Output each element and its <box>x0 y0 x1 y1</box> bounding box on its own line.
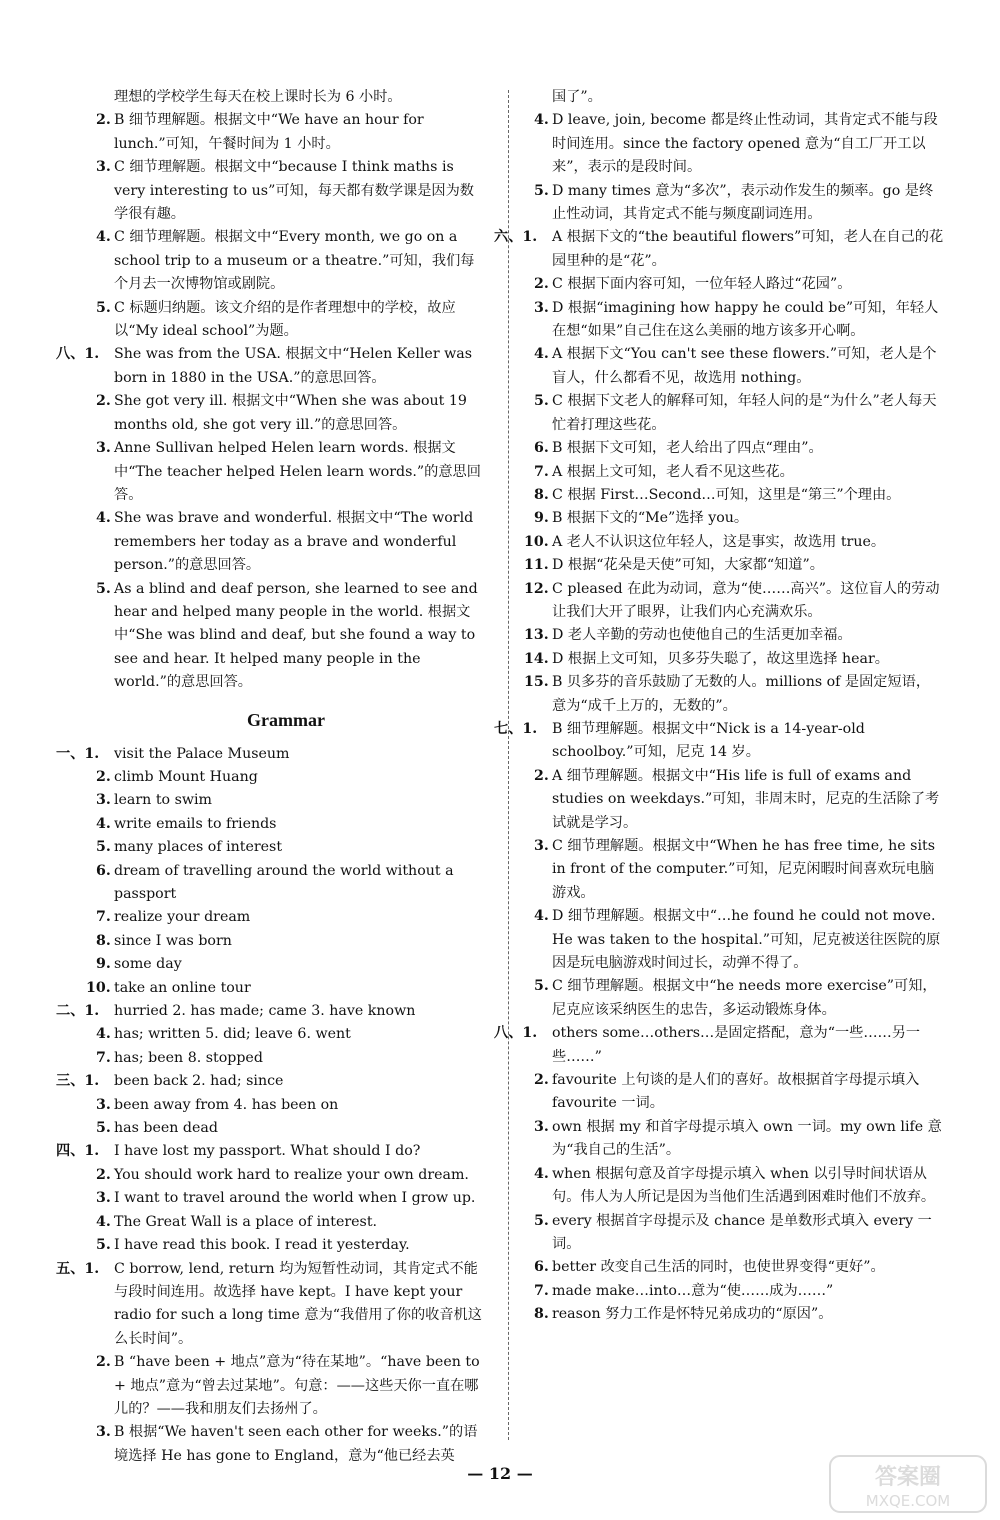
answer-number: 八、1. <box>494 1025 538 1042</box>
answer-number: 5. <box>96 839 111 856</box>
answer-number: 3. <box>534 1118 549 1135</box>
answer-number: 5. <box>534 393 549 410</box>
answer-item <box>524 531 944 554</box>
answer-number: 2. <box>96 768 111 785</box>
answer-number: 13. <box>524 627 549 644</box>
answer-item <box>86 1187 486 1210</box>
answer-item <box>524 1069 944 1116</box>
svg-text:答案圈: 答案圈 <box>874 1465 942 1490</box>
answer-text: since I was born <box>114 932 232 949</box>
answer-number: 5. <box>534 1212 549 1229</box>
answer-text: climb Mount Huang <box>114 768 258 785</box>
answer-item <box>86 766 486 789</box>
answer-number: 9. <box>96 956 111 973</box>
answer-number: 4. <box>96 510 111 527</box>
answer-text: C 根据下文老人的解释可知，年轻人问的是“为什么”老人每天忙着打理这些花。 <box>552 393 937 433</box>
answer-number: 6. <box>96 862 111 879</box>
answer-number: 7. <box>96 1049 111 1066</box>
answer-number: 4. <box>96 815 111 832</box>
answer-item <box>524 297 944 344</box>
answer-number: 5. <box>96 1237 111 1254</box>
answer-text: A 老人不认识这位年轻人，这是事实，故选用 true。 <box>552 533 886 550</box>
answer-item <box>56 1258 486 1352</box>
answer-item <box>86 1117 486 1140</box>
answer-number: 2. <box>96 112 111 129</box>
answer-text: better 改变自己生活的同时，也使世界变得“更好”。 <box>552 1259 885 1276</box>
answer-item <box>524 86 944 109</box>
answer-item <box>86 437 486 507</box>
answer-text: has; been 8. stopped <box>114 1049 263 1066</box>
answer-text: many places of interest <box>114 839 283 856</box>
answer-number: 2. <box>534 767 549 784</box>
answer-text: C 细节理解题。根据文中“Every month, we go on a school trip to a museum or a theatre.”可知，我们每个月去一次博物馆或剧院。 <box>114 229 475 293</box>
answer-number: 5. <box>534 978 549 995</box>
answer-item <box>524 765 944 835</box>
answer-item <box>524 273 944 296</box>
answer-text: As a blind and deaf person, she learned to see and hear and helped many people in the world. 根据文中“She was blind and deaf, but she found a way to see and hear. It helped many people in the world.”的意思回答。 <box>114 580 478 691</box>
answer-text: B 细节理解题。根据文中“Nick is a 14-year-old schoolboy.”可知，尼克 14 岁。 <box>552 720 865 761</box>
answer-text: hurried 2. has made; came 3. have known <box>114 1003 416 1020</box>
answer-text: favourite 上句谈的是人们的喜好。故根据首字母提示填入 favourite 一词。 <box>552 1072 920 1112</box>
answer-item <box>86 578 486 695</box>
answer-number: 六、1. <box>494 229 538 246</box>
watermark-logo <box>828 1452 988 1516</box>
answer-text: A 细节理解题。根据文中“His life is full of exams and studies on weekdays.”可知，非周末时，尼克的生活除了考试就是学习。 <box>552 767 940 831</box>
answer-item <box>524 578 944 625</box>
answer-item <box>524 390 944 437</box>
answer-text: when 根据句意及首字母提示填入 when 以引导时间状语从句。伟人为人所记是因为当他们生活遇到困难时他们不放弃。 <box>552 1165 936 1206</box>
answer-text: C borrow, lend, return 均为短暂性动词，其肯定式不能与段时间连用。故选择 have kept。I have kept your radio for such a long time 意为“我借用了你的收音机这么长时间”。 <box>114 1260 482 1347</box>
answer-number: 10. <box>524 533 549 550</box>
column-divider <box>508 90 509 1440</box>
answer-text: take an online tour <box>114 979 251 996</box>
answer-item <box>56 743 486 766</box>
answer-item <box>524 343 944 390</box>
answer-text: every 根据首字母提示及 chance 是单数形式填入 every 一词。 <box>552 1212 932 1252</box>
answer-number: 4. <box>534 908 549 925</box>
answer-text: has; written 5. did; leave 6. went <box>114 1026 351 1043</box>
answer-text: D leave, join, become 都是终止性动词，其肯定式不能与段时间连用。since the factory opened 意为“自工厂开工以来”，表示的是段时间。 <box>552 112 938 176</box>
answer-item <box>524 437 944 460</box>
answer-item <box>524 1256 944 1279</box>
answer-number: 14. <box>524 650 549 667</box>
answer-text: The Great Wall is a place of interest. <box>114 1213 378 1230</box>
answer-item <box>524 180 944 227</box>
answer-number: 4. <box>534 112 549 129</box>
answer-text: C 根据 First…Second…可知，这里是“第三”个理由。 <box>552 486 901 503</box>
answer-number: 3. <box>96 1424 111 1441</box>
answer-number: 10. <box>86 979 111 996</box>
left-column <box>56 86 486 1468</box>
answer-number: 9. <box>534 510 549 527</box>
answer-number: 3. <box>534 299 549 316</box>
answer-text: B 细节理解题。根据文中“We have an hour for lunch.”可知，午餐时间为 1 小时。 <box>114 112 424 152</box>
answer-number: 15. <box>524 674 549 691</box>
answer-text: You should work hard to realize your own dream. <box>114 1166 469 1183</box>
answer-number: 一、1. <box>56 745 100 762</box>
answer-number: 4. <box>534 346 549 363</box>
answer-text: I want to travel around the world when I grow up. <box>114 1190 476 1207</box>
answer-item <box>524 1163 944 1210</box>
answer-text: B 根据“We haven't seen each other for weeks.”的语境选择 He has gone to England，意为“他已经去英 <box>114 1424 478 1464</box>
answer-number: 八、1. <box>56 346 100 363</box>
answer-item <box>86 930 486 953</box>
answer-number: 四、1. <box>56 1143 100 1160</box>
answer-number: 七、1. <box>494 720 538 737</box>
answer-number: 6. <box>534 440 549 457</box>
answer-number: 6. <box>534 1259 549 1276</box>
answer-text: C 根据下面内容可知，一位年轻人路过“花园”。 <box>552 276 852 293</box>
answer-number: 3. <box>96 1190 111 1207</box>
answer-text: C 细节理解题。根据文中“he needs more exercise”可知，尼克应该采纳医生的忠告，多运动锻炼身体。 <box>552 978 937 1018</box>
answer-number: 11. <box>524 557 549 574</box>
answer-text: 国了”。 <box>552 89 602 105</box>
answer-text: been back 2. had; since <box>114 1073 284 1090</box>
section-heading-grammar: Grammar <box>247 709 325 730</box>
answer-number: 12. <box>524 580 549 597</box>
answer-item <box>524 484 944 507</box>
page-number: — 12 — <box>467 1464 533 1483</box>
answer-text: D 根据上文可知，贝多芬失聪了，故这里选择 hear。 <box>552 650 889 667</box>
answer-item <box>86 86 486 109</box>
answer-item <box>524 975 944 1022</box>
answer-text: B 贝多芬的音乐鼓励了无数的人。millions of 是固定短语，意为“成千上万的，无数的”。 <box>552 674 931 714</box>
answer-number: 3. <box>96 440 111 457</box>
answer-item <box>86 836 486 859</box>
answer-number: 2. <box>96 393 111 410</box>
answer-item <box>494 718 944 765</box>
answer-item <box>86 813 486 836</box>
answer-item <box>524 554 944 577</box>
answer-item <box>86 1023 486 1046</box>
answer-number: 4. <box>96 229 111 246</box>
answer-item <box>86 156 486 226</box>
answer-number: 2. <box>534 276 549 293</box>
answer-number: 2. <box>534 1072 549 1089</box>
answer-item <box>86 390 486 437</box>
answer-number: 4. <box>96 1213 111 1230</box>
answer-number: 3. <box>534 838 549 854</box>
answer-item <box>524 1210 944 1257</box>
answer-text: made make…into…意为“使……成为……” <box>552 1282 834 1299</box>
answer-text: dream of travelling around the world without a passport <box>114 862 454 902</box>
answer-text: D 老人辛勤的劳动也使他自己的生活更加幸福。 <box>552 627 852 644</box>
answer-text: C pleased 在此为动词，意为“使……高兴”。这位盲人的劳动让我们大开了眼界，让我们内心充满欢乐。 <box>552 580 940 620</box>
answer-item <box>86 1351 486 1421</box>
svg-text:MXQE.COM: MXQE.COM <box>865 1492 951 1510</box>
answer-text: 理想的学校学生每天在校上课时长为 6 小时。 <box>114 89 402 105</box>
answer-number: 4. <box>534 1165 549 1182</box>
answer-text: visit the Palace Museum <box>114 745 290 762</box>
answer-item <box>86 1234 486 1257</box>
answer-number: 5. <box>96 580 111 597</box>
answer-item <box>524 109 944 179</box>
answer-number: 3. <box>96 792 111 809</box>
answer-item <box>86 1211 486 1234</box>
answer-text: A 根据下文“You can't see these flowers.”可知，老人是个盲人，什么都看不见，故选用 nothing。 <box>552 346 937 386</box>
answer-item <box>86 789 486 812</box>
answer-item <box>524 835 944 905</box>
answer-text: C 细节理解题。根据文中“When he has free time, he sits in front of the computer.”可知，尼克闲暇时间喜欢玩电脑游戏。 <box>552 838 935 901</box>
answer-item <box>56 1140 486 1163</box>
answer-item <box>524 1116 944 1163</box>
answer-text: D 根据“imagining how happy he could be”可知，年轻人在想“如果”自己住在这么美丽的地方该多开心啊。 <box>552 299 939 340</box>
answer-number: 3. <box>96 1096 111 1113</box>
answer-text: D 根据“花朵是天使”可知，大家都“知道”。 <box>552 557 824 574</box>
answer-item <box>524 624 944 647</box>
answer-item <box>86 977 486 1000</box>
answer-text: reason 努力工作是怀特兄弟成功的“原因”。 <box>552 1306 833 1323</box>
answer-text: others some…others…是固定搭配，意为“一些……另一些……” <box>552 1025 921 1065</box>
answer-number: 8. <box>96 932 111 949</box>
answer-item <box>494 1022 944 1069</box>
answer-text: been away from 4. has been on <box>114 1096 339 1113</box>
answer-item <box>524 648 944 671</box>
answer-text: B 根据下文可知，老人给出了四点“理由”。 <box>552 440 823 457</box>
answer-item <box>86 297 486 344</box>
answer-text: has been dead <box>114 1120 218 1137</box>
answer-item <box>524 1303 944 1326</box>
answer-item <box>86 860 486 907</box>
answer-text: A 根据上文可知，老人看不见这些花。 <box>552 463 794 480</box>
answer-item <box>86 1164 486 1187</box>
answer-text: some day <box>114 956 182 973</box>
answer-number: 7. <box>534 1282 549 1299</box>
answer-number: 8. <box>534 486 549 503</box>
answer-text: realize your dream <box>114 909 251 926</box>
answer-number: 五、1. <box>56 1260 100 1277</box>
answer-text: own 根据 my 和首字母提示填入 own 一词。my own life 意为“我自己的生活”。 <box>552 1118 942 1159</box>
answer-item <box>56 1000 486 1023</box>
answer-item <box>86 906 486 929</box>
answer-text: D 细节理解题。根据文中“…he found he could not move. He was taken to the hospital.”可知，尼克被送往医院的原因是玩电脑游戏时间过长，动弹不得了。 <box>552 908 941 972</box>
answer-item <box>56 343 486 390</box>
answer-text: D many times 意为“多次”，表示动作发生的频率。go 是终止性动词，其肯定式不能与频度副词连用。 <box>552 182 934 223</box>
right-column <box>494 86 944 1327</box>
answer-text: I have read this book. I read it yesterday. <box>114 1237 410 1254</box>
answer-item <box>524 461 944 484</box>
answer-item <box>86 1421 486 1468</box>
answer-text: She was from the USA. 根据文中“Helen Keller was born in 1880 in the USA.”的意思回答。 <box>114 346 472 386</box>
answer-text: C 标题归纳题。该文介绍的是作者理想中的学校，故应以“My ideal school”为题。 <box>114 299 456 340</box>
answer-item <box>524 507 944 530</box>
answer-number: 二、1. <box>56 1003 100 1020</box>
answer-text: learn to swim <box>114 792 212 809</box>
answer-number: 5. <box>534 182 549 199</box>
answer-number: 2. <box>96 1354 111 1371</box>
answer-item <box>86 1047 486 1070</box>
answer-number: 7. <box>96 909 111 926</box>
answer-item <box>494 226 944 273</box>
answer-item <box>524 905 944 975</box>
answer-text: She was brave and wonderful. 根据文中“The world remembers her today as a brave and wonderful person.”的意思回答。 <box>114 510 474 574</box>
answer-number: 4. <box>96 1026 111 1043</box>
answer-number: 5. <box>96 299 111 316</box>
answer-text: B “have been + 地点”意为“待在某地”。“have been to + 地点”意为“曾去过某地”。句意：——这些天你一直在哪儿的？——我和朋友们去扬州了。 <box>114 1354 480 1417</box>
answer-item <box>524 1280 944 1303</box>
answer-item <box>56 1070 486 1093</box>
answer-text: C 细节理解题。根据文中“because I think maths is very interesting to us”可知，每天都有数学课是因为数学很有趣。 <box>114 159 474 223</box>
answer-text: write emails to friends <box>114 815 277 832</box>
answer-number: 7. <box>534 463 549 480</box>
answer-number: 8. <box>534 1306 549 1323</box>
answer-item <box>86 1094 486 1117</box>
answer-item <box>86 507 486 577</box>
answer-text: She got very ill. 根据文中“When she was about 19 months old, she got very ill.”的意思回答。 <box>114 393 467 433</box>
answer-item <box>524 671 944 718</box>
answer-number: 三、1. <box>56 1073 100 1090</box>
answer-text: Anne Sullivan helped Helen learn words. 根据文中“The teacher helped Helen learn words.”的意思回答。 <box>114 440 481 503</box>
answer-text: B 根据下文的“Me”选择 you。 <box>552 510 749 527</box>
answer-number: 2. <box>96 1166 111 1183</box>
answer-item <box>86 226 486 296</box>
answer-item <box>86 953 486 976</box>
answer-number: 3. <box>96 159 111 176</box>
answer-text: I have lost my passport. What should I do? <box>114 1143 421 1160</box>
answer-number: 5. <box>96 1120 111 1137</box>
answer-text: A 根据下文的“the beautiful flowers”可知，老人在自己的花园里种的是“花”。 <box>552 229 944 269</box>
answer-item <box>86 109 486 156</box>
